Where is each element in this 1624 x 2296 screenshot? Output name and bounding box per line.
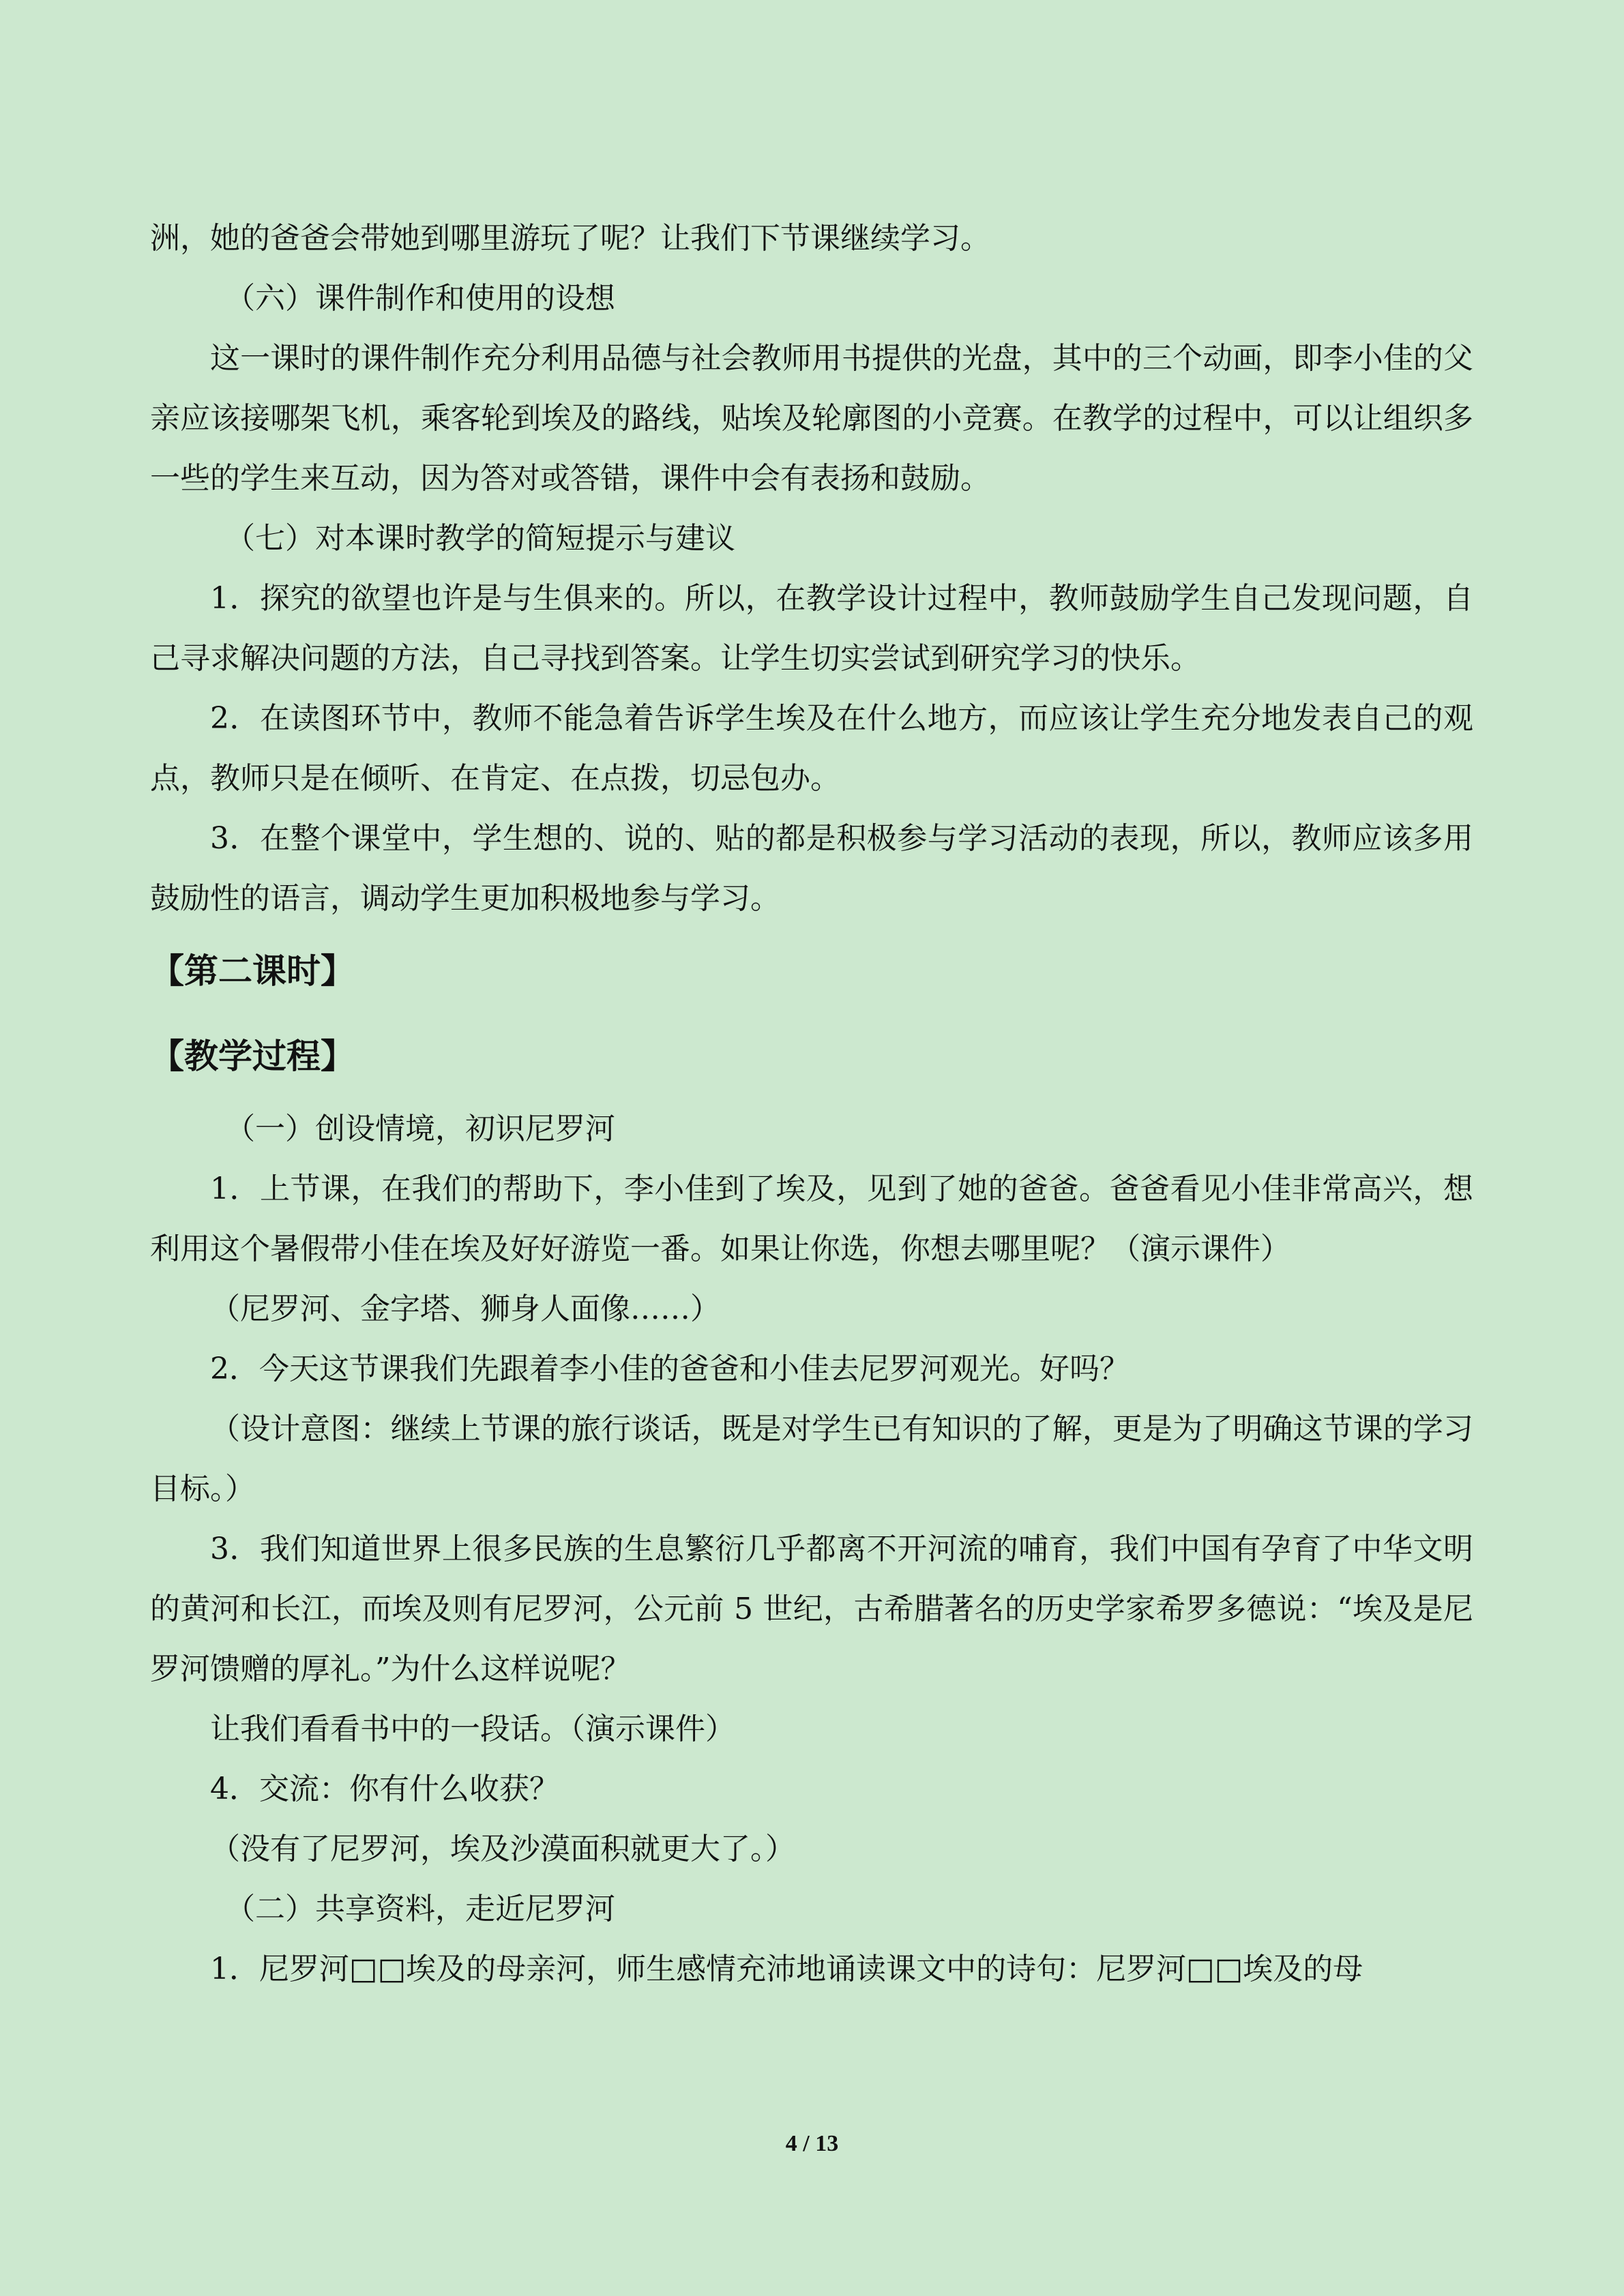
process-item-3: 3．我们知道世界上很多民族的生息繁衍几乎都离不开河流的哺育，我们中国有孕育了中华文明的黄河和长江，而埃及则有尼罗河，公元前 5 世纪，古希腊著名的历史学家希罗多德说：“埃及是尼罗河馈赠的厚礼。”为什么这样说呢？ (150, 1532, 1473, 1686)
lesson-two-heading: 【第二课时】 (150, 951, 355, 991)
tip-item-3: 3．在整个课堂中，学生想的、说的、贴的都是积极参与学习活动的表现，所以，教师应该多用鼓励性的语言，调动学生更加积极地参与学习。 (150, 821, 1473, 916)
section-heading-7: （七）对本课时教学的简短提示与建议 (225, 521, 735, 556)
tip-item-1: 1．探究的欲望也许是与生俱来的。所以，在教学设计过程中，教师鼓励学生自己发现问题，自己寻求解决问题的方法，自己寻找到答案。让学生切实尝试到研究学习的快乐。 (150, 581, 1473, 676)
paragraph-continuation: 洲，她的爸爸会带她到哪里游玩了呢？让我们下节课继续学习。 (150, 221, 990, 256)
book-reading-note: 让我们看看书中的一段话。（演示课件） (210, 1712, 735, 1746)
section-heading-1: （一）创设情境，初识尼罗河 (225, 1112, 615, 1146)
paragraph-courseware: 这一课时的课件制作充分利用品德与社会教师用书提供的光盘，其中的三个动画，即李小佳的父亲应该接哪架飞机，乘客轮到埃及的路线，贴埃及轮廓图的小竞赛。在教学的过程中，可以让组织多一些的学生来互动，因为答对或答错，课件中会有表扬和鼓励。 (150, 341, 1473, 496)
design-intent-note: （设计意图：继续上节课的旅行谈话，既是对学生已有知识的了解，更是为了明确这节课的学习目标。） (150, 1412, 1473, 1506)
teaching-process-heading: 【教学过程】 (150, 1037, 355, 1076)
document-body (150, 209, 1473, 1999)
answer-note-1: （尼罗河、金字塔、狮身人面像……） (210, 1292, 720, 1326)
tip-item-2: 2．在读图环节中，教师不能急着告诉学生埃及在什么地方，而应该让学生充分地发表自己的观点，教师只是在倾听、在肯定、在点拨，切忌包办。 (150, 701, 1473, 796)
section-heading-2: （二）共享资料，走近尼罗河 (225, 1892, 615, 1926)
process-item-5: 1．尼罗河□□埃及的母亲河，师生感情充沛地诵读课文中的诗句：尼罗河□□埃及的母 (210, 1952, 1363, 1986)
process-item-1: 1．上节课，在我们的帮助下，李小佳到了埃及，见到了她的爸爸。爸爸看见小佳非常高兴，想利用这个暑假带小佳在埃及好好游览一番。如果让你选，你想去哪里呢？（演示课件） (150, 1172, 1473, 1266)
answer-note-2: （没有了尼罗河，埃及沙漠面积就更大了。） (210, 1832, 795, 1866)
section-heading-6: （六）课件制作和使用的设想 (225, 281, 615, 316)
page-number: 4 / 13 (785, 2131, 839, 2156)
process-item-2: 2．今天这节课我们先跟着李小佳的爸爸和小佳去尼罗河观光。好吗？ (210, 1352, 1130, 1386)
process-item-4: 4．交流：你有什么收获？ (210, 1772, 559, 1806)
